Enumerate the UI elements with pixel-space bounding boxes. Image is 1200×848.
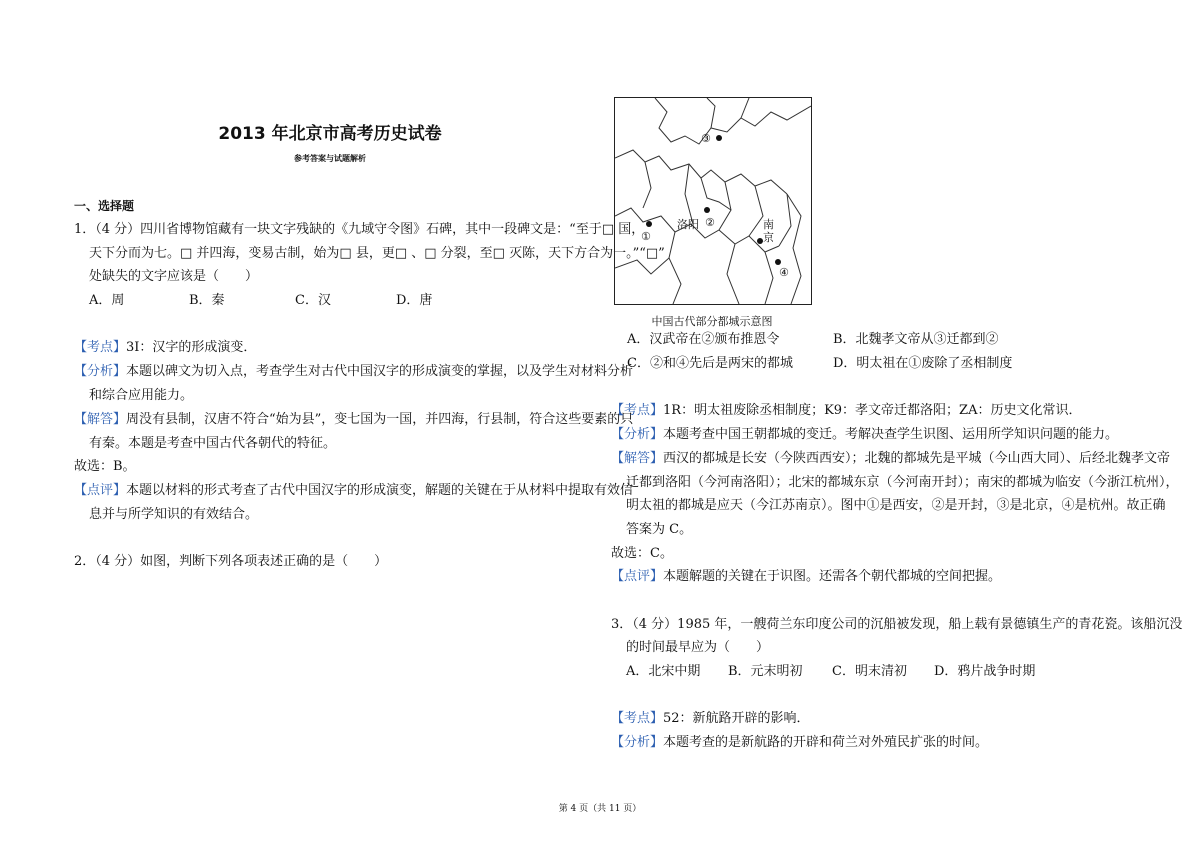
kaodian-text: 1R：明太祖废除丞相制度；K9：孝文帝迁都洛阳；ZA：历史文化常识．	[663, 403, 1082, 418]
q3-option-b: B．元末明初	[728, 664, 803, 679]
capital-dot-1	[646, 221, 652, 227]
q1-option-b: B．秦	[189, 293, 225, 308]
document-subtitle: 参考答案与试题解析	[294, 154, 366, 163]
dianping-tag: 【点评】	[74, 483, 127, 498]
q1-kaodian	[74, 339, 256, 357]
q3-option-a: A．北宋中期	[626, 664, 701, 679]
fenxi-text: 本题以碑文为切入点，考查学生对古代中国汉字的形成演变的掌握，以及学生对材料分析	[126, 364, 634, 379]
jieda-tag: 【解答】	[74, 412, 127, 427]
q1-dianping	[74, 482, 633, 500]
section-heading: 一、选择题	[74, 199, 135, 213]
q1-fenxi-cont: 和综合应用能力。	[89, 388, 194, 403]
q1-jieda	[74, 411, 633, 429]
q1-stem-line: 1．（4 分）四川省博物馆藏有一块文字残缺的《九域守令图》石碑，其中一段碑文是：“至于□ 国，	[74, 222, 645, 237]
q3-kaodian	[611, 710, 810, 728]
map-label-luoyang: 洛阳	[677, 218, 699, 231]
q2-jieda-cont: 迁都到洛阳（今河南洛阳）；北宋的都城东京（今河南开封）；南宋的都城为临安（今浙江杭州），	[626, 475, 1179, 490]
fenxi-tag: 【分析】	[611, 427, 664, 442]
q1-option-d: D．唐	[396, 293, 433, 308]
dianping-text: 本题以材料的形式考查了古代中国汉字的形成演变，解题的关键在于从材料中提取有效信	[126, 483, 634, 498]
kaodian-text: 3I：汉字的形成演变．	[126, 340, 257, 355]
fenxi-tag: 【分析】	[74, 364, 127, 379]
q2-kaodian	[611, 402, 1081, 420]
map-label-3: ③	[701, 132, 711, 145]
q2-jieda-cont: 明太祖的都城是应天（今江苏南京）。图中①是西安，②是开封，③是北京，④是杭州。故正确	[626, 498, 1166, 513]
q2-stem: 2．（4 分）如图，判断下列各项表述正确的是（ ）	[74, 554, 388, 569]
q1-stem-line: 天下分而为七。□ 并四海，变易古制，始为□ 县，更□ 、□ 分裂，至□ 灭陈，天下方合为一。”“□”	[89, 246, 665, 261]
capital-dot-4	[775, 259, 781, 265]
q1-dianping-cont: 息并与所学知识的有效结合。	[89, 507, 259, 522]
kaodian-tag: 【考点】	[611, 403, 664, 418]
jieda-text: 西汉的都城是长安（今陕西西安）；北魏的都城先是平城（今山西大同）、后经北魏孝文帝	[663, 451, 1171, 466]
q1-option-a: A．周	[89, 293, 125, 308]
map-label-1: ①	[641, 230, 651, 243]
map-label-jing: 京	[763, 231, 774, 244]
q2-dianping	[611, 568, 1001, 586]
q1-stem-line: 处缺失的文字应该是（ ）	[89, 269, 259, 284]
kaodian-text: 52：新航路开辟的影响．	[663, 711, 810, 726]
fenxi-text: 本题考查中国王朝都城的变迁。考解决查学生识图、运用所学知识问题的能力。	[663, 427, 1119, 442]
q3-fenxi	[611, 734, 988, 752]
kaodian-tag: 【考点】	[74, 340, 127, 355]
q3-option-c: C．明末清初	[832, 664, 907, 679]
capital-dot-2	[704, 207, 710, 213]
q1-answer: 故选：B。	[74, 459, 136, 474]
jieda-text: 周没有县制，汉唐不符合“始为县”，变七国为一国，并四海，行县制，符合这些要素的只	[126, 412, 634, 427]
dianping-tag: 【点评】	[611, 569, 664, 584]
ancient-capitals-map	[614, 97, 812, 305]
kaodian-tag: 【考点】	[611, 711, 664, 726]
map-label-nan: 南	[763, 218, 774, 231]
q2-option-c: C．②和④先后是两宋的都城	[627, 356, 793, 371]
q1-option-c: C．汉	[295, 293, 331, 308]
q2-jieda	[611, 450, 1170, 468]
map-label-4: ④	[779, 266, 789, 279]
fenxi-tag: 【分析】	[611, 735, 664, 750]
q2-fenxi	[611, 426, 1118, 444]
capital-dot-3	[716, 135, 722, 141]
jieda-tag: 【解答】	[611, 451, 664, 466]
document-title: 2013 年北京市高考历史试卷	[218, 124, 442, 144]
page-footer: 第 4 页（共 11 页）	[558, 804, 642, 814]
q3-stem-line: 的时间最早应为（ ）	[626, 640, 770, 655]
q2-option-b: B．北魏孝文帝从③迁都到②	[833, 332, 999, 347]
q2-jieda-cont: 答案为 C。	[626, 522, 693, 537]
q2-option-a: A．汉武帝在②颁布推恩令	[627, 332, 780, 347]
dianping-text: 本题解题的关键在于识图。还需各个朝代都城的空间把握。	[663, 569, 1002, 584]
map-drawing	[615, 98, 811, 304]
q1-fenxi	[74, 363, 633, 381]
q2-option-d: D．明太祖在①废除了丞相制度	[833, 356, 1013, 371]
q2-answer: 故选：C。	[611, 546, 673, 561]
q1-jieda-cont: 有秦。本题是考查中国古代各朝代的特征。	[89, 436, 337, 451]
q3-stem-line: 3．（4 分）1985 年，一艘荷兰东印度公司的沉船被发现，船上载有景德镇生产的青花瓷。该船沉没	[611, 617, 1183, 632]
q3-option-d: D．鸦片战争时期	[934, 664, 1036, 679]
map-label-2: ②	[705, 216, 715, 229]
map-caption: 中国古代部分都城示意图	[651, 315, 773, 328]
fenxi-text: 本题考查的是新航路的开辟和荷兰对外殖民扩张的时间。	[663, 735, 989, 750]
